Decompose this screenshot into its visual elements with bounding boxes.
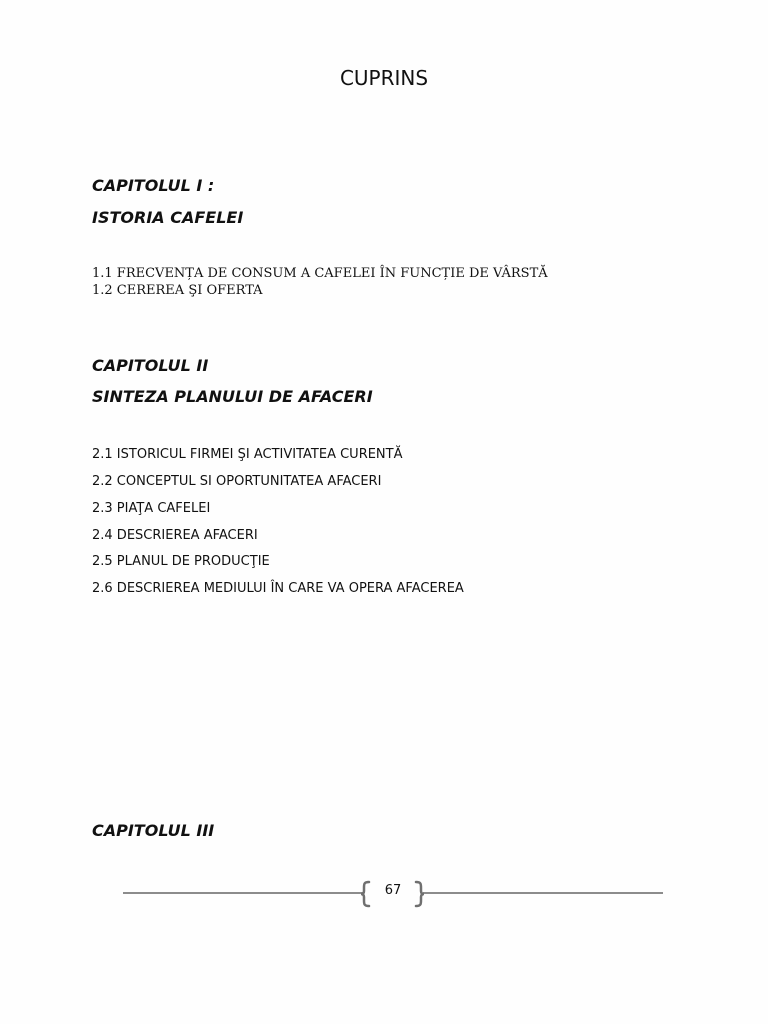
chapter-2-heading: CAPITOLUL II [92, 356, 209, 375]
toc-item-2-5: 2.5 PLANUL DE PRODUCŢIE [92, 554, 270, 569]
toc-item-2-1: 2.1 ISTORICUL FIRMEI ŞI ACTIVITATEA CURENTĂ [92, 447, 403, 462]
right-brace-icon [414, 880, 426, 908]
toc-item-1-2: 1.2 CEREREA ŞI OFERTA [92, 283, 263, 298]
toc-item-2-4: 2.4 DESCRIEREA AFACERI [92, 528, 258, 543]
chapter-1-subtitle: ISTORIA CAFELEI [92, 208, 244, 227]
toc-item-2-2: 2.2 CONCEPTUL SI OPORTUNITATEA AFACERI [92, 474, 382, 489]
footer-rule-left [123, 892, 363, 894]
chapter-2-subtitle: SINTEZA PLANULUI DE AFACERI [92, 387, 373, 406]
toc-item-1-1: 1.1 FRECVENȚA DE CONSUM A CAFELEI ÎN FUNCȚIE DE VÂRSTĂ [92, 266, 548, 281]
chapter-1-heading: CAPITOLUL I : [92, 176, 215, 195]
footer-rule-right [423, 892, 663, 894]
page-title: CUPRINS [339, 66, 429, 90]
chapter-3-heading: CAPITOLUL III [92, 821, 215, 840]
toc-item-2-3: 2.3 PIAŢA CAFELEI [92, 501, 211, 516]
toc-item-2-6: 2.6 DESCRIEREA MEDIULUI ÎN CARE VA OPERA AFACEREA [92, 581, 464, 596]
page-number: 67 [384, 883, 402, 898]
